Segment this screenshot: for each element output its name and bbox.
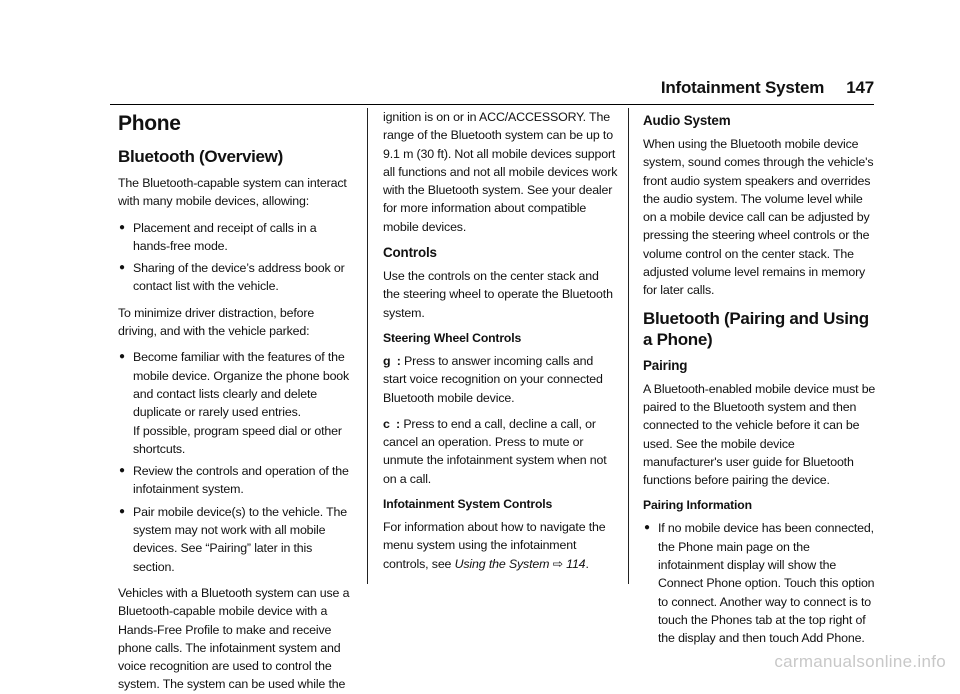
paragraph-text: .	[585, 556, 589, 571]
paragraph-text: Press to answer incoming calls and start voice recognition on your connected Bluetooth mobile device.	[383, 353, 603, 405]
page-number: 147	[846, 78, 874, 97]
list-item-text: Review the controls and operation of the infotainment system.	[133, 464, 349, 497]
list-item-text: Placement and receipt of calls in a hands-free mode.	[133, 220, 317, 253]
paragraph-text: For information about how to navigate the menu system using the infotainment controls, see	[383, 520, 606, 571]
bullet-list	[643, 519, 876, 647]
list-item	[643, 519, 876, 647]
paragraph: ignition is on or in ACC/ACCESSORY. The range of the Bluetooth system can be up to 9.1 m (30 ft). Not all mobile devices support all functions and not all mobile devices work with the Bluetooth system. See your dealer for more information about compatible mobile devices.	[383, 110, 618, 234]
heading-bluetooth-overview: Bluetooth (Overview)	[118, 147, 283, 166]
paragraph: Use the controls on the center stack and the steering wheel to operate the Bluetooth system.	[383, 269, 613, 320]
list-item-text: Sharing of the device’s address book or contact list with the vehicle.	[133, 261, 345, 294]
heading-phone: Phone	[118, 112, 181, 135]
bullet-list	[118, 219, 353, 296]
paragraph: A Bluetooth-enabled mobile device must be paired to the Bluetooth system and then connected to the vehicle before it can be used. See the mobile device manufacturer's user guide for Bluetooth functions before pairing the device.	[643, 381, 876, 488]
page-reference[interactable]: 114	[566, 556, 586, 571]
phone-end-icon: c	[383, 416, 390, 431]
list-item	[118, 348, 353, 458]
bullet-icon: ●	[119, 262, 125, 274]
list-item-text: Pair mobile device(s) to the vehicle. The system may not work with all mobile devices. See “Pairing” later in this section.	[133, 504, 348, 574]
heading-steering-wheel-controls: Steering Wheel Controls	[383, 330, 522, 345]
list-item	[118, 219, 353, 256]
header-rule	[110, 104, 874, 105]
list-item	[118, 462, 353, 499]
column-3	[643, 112, 876, 656]
column-divider-2	[628, 108, 629, 584]
paragraph-text: Press to end a call, decline a call, or cancel an operation. Press to mute or unmute the infotainment system when not on a call.	[383, 416, 607, 486]
paragraph: The Bluetooth-capable system can interact with many mobile devices, allowing:	[118, 176, 347, 209]
paragraph-end: c : Press to end a call, decline a call, or cancel an operation. Press to mute or unmute the infotainment system when not on a call.	[383, 416, 607, 486]
section-title: Infotainment System	[660, 78, 825, 97]
bullet-icon: ●	[119, 465, 125, 477]
watermark: carmanualsonline.info	[774, 652, 946, 671]
bullet-icon: ●	[644, 522, 650, 534]
paragraph: When using the Bluetooth mobile device system, sound comes through the vehicle's front audio system speakers and overrides the audio system. The volume level while on a mobile device call can be adjusted by pressing the steering wheel controls or the volume control on the center stack. The adjusted volume level remains in memory for later calls.	[643, 137, 874, 298]
list-item	[118, 259, 353, 296]
heading-infotainment-controls: Infotainment System Controls	[383, 497, 553, 512]
page-header	[584, 78, 874, 98]
column-1	[118, 112, 353, 694]
paragraph: To minimize driver distraction, before driving, and with the vehicle parked:	[118, 305, 315, 339]
heading-pairing-information: Pairing Information	[643, 498, 752, 513]
cross-reference-link[interactable]: Using the System	[454, 556, 550, 571]
phone-answer-icon: g	[383, 353, 391, 368]
arrow-icon: ⇨	[552, 556, 563, 571]
heading-pairing: Pairing	[643, 357, 688, 373]
heading-bluetooth-pairing-using: Bluetooth (Pairing and Using a Phone)	[643, 308, 869, 349]
list-item	[118, 503, 353, 576]
bullet-icon: ●	[119, 351, 125, 363]
list-item-text: Become familiar with the features of the mobile device. Organize the phone book and contact lists clearly and delete duplicate or rarely used entries.	[133, 350, 350, 420]
bullet-list	[118, 348, 353, 576]
bullet-icon: ●	[119, 505, 125, 517]
heading-audio-system: Audio System	[643, 113, 731, 128]
list-item-text: If no mobile device has been connected, the Phone main page on the infotainment display will show the Connect Phone option. Touch this option to connect. Another way to connect is to touch the Phones tab at the top right of the display and then touch Add Phone.	[658, 521, 875, 646]
paragraph: Vehicles with a Bluetooth system can use a Bluetooth-capable mobile device with a Hands-Free Profile to make and receive phone calls. The infotainment system and voice recognition are used to control the system. The system can be used while the	[118, 585, 350, 692]
column-divider-1	[367, 108, 368, 584]
heading-controls: Controls	[383, 245, 437, 261]
list-item-text: If possible, program speed dial or other shortcuts.	[133, 423, 342, 456]
paragraph	[383, 518, 618, 573]
column-2	[383, 112, 618, 581]
bullet-icon: ●	[119, 221, 125, 233]
paragraph-answer: g : Press to answer incoming calls and start voice recognition on your connected Bluetooth mobile device.	[383, 353, 603, 405]
